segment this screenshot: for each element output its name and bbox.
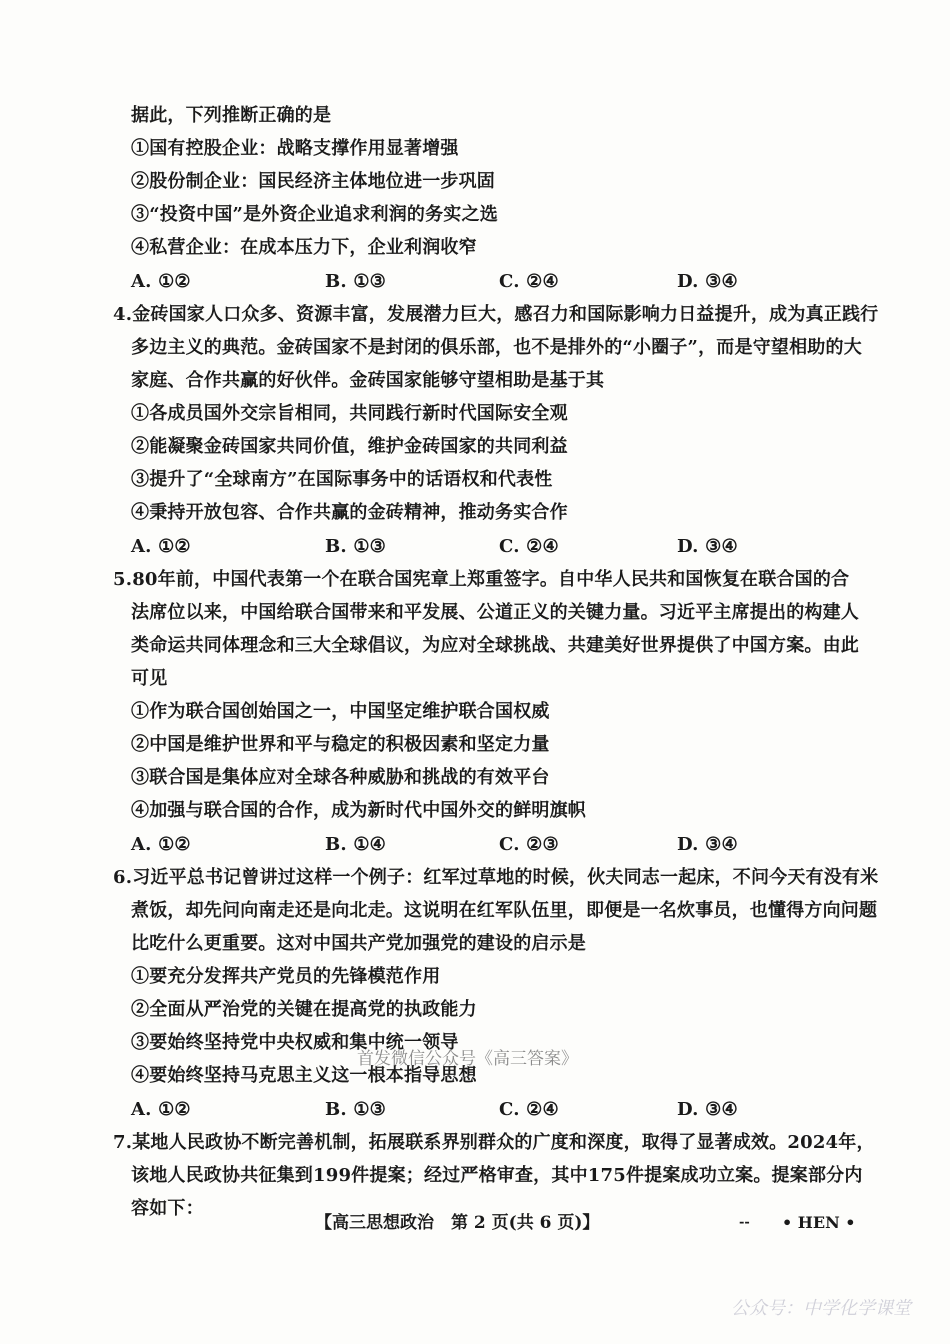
q5-item-1: ①作为联合国创始国之一，中国坚定维护联合国权威 — [131, 701, 550, 722]
q3-stem-end: 据此，下列推断正确的是 — [131, 105, 332, 126]
q3-option-b[interactable]: B. ①③ — [325, 271, 387, 292]
q4-stem-line-1: 4.金砖国家人口众多、资源丰富，发展潜力巨大，感召力和国际影响力日益提升，成为真正践行 — [113, 304, 879, 325]
page-footer-title: 【高三思想政治 第 2 页(共 6 页)】 — [315, 1213, 600, 1233]
q3-item-1: ①国有控股企业：战略支撑作用显著增强 — [131, 138, 459, 159]
q3-option-c[interactable]: C. ②④ — [499, 271, 559, 292]
q4-item-4: ④秉持开放包容、合作共赢的金砖精神，推动务实合作 — [131, 502, 568, 523]
q5-option-d[interactable]: D. ③④ — [677, 834, 738, 855]
q4-item-2: ②能凝聚金砖国家共同价值，维护金砖国家的共同利益 — [131, 436, 568, 457]
q6-item-3: ③要始终坚持党中央权威和集中统一领导 — [131, 1032, 459, 1053]
q6-item-1: ①要充分发挥共产党员的先锋模范作用 — [131, 966, 441, 987]
q5-stem-line-2: 法席位以来，中国给联合国带来和平发展、公道正义的关键力量。习近平主席提出的构建人 — [131, 602, 859, 623]
q4-item-3: ③提升了“全球南方”在国际事务中的话语权和代表性 — [131, 469, 553, 490]
q6-option-d[interactable]: D. ③④ — [677, 1099, 738, 1120]
q5-stem-line-1: 5.80年前，中国代表第一个在联合国宪章上郑重签字。自中华人民共和国恢复在联合国的合 — [113, 569, 850, 590]
q6-option-c[interactable]: C. ②④ — [499, 1099, 559, 1120]
q3-item-2: ②股份制企业：国民经济主体地位进一步巩固 — [131, 171, 495, 192]
q5-option-c[interactable]: C. ②③ — [499, 834, 559, 855]
q5-item-4: ④加强与联合国的合作，成为新时代中国外交的鲜明旗帜 — [131, 800, 586, 821]
q7-stem-line-1: 7.某地人民政协不断完善机制，拓展联系界别群众的广度和深度，取得了显著成效。2024年， — [113, 1132, 875, 1153]
q6-option-b[interactable]: B. ①③ — [325, 1099, 387, 1120]
q3-item-4: ④私营企业：在成本压力下，企业利润收窄 — [131, 237, 477, 258]
q3-option-d[interactable]: D. ③④ — [677, 271, 738, 292]
corner-watermark: 公众号：中学化学课堂 — [731, 1298, 911, 1319]
q6-item-4: ④要始终坚持马克思主义这一根本指导思想 — [131, 1065, 477, 1086]
footer-code: • HEN • — [782, 1213, 856, 1232]
q6-option-a[interactable]: A. ①② — [131, 1099, 191, 1120]
q4-option-c[interactable]: C. ②④ — [499, 536, 559, 557]
q6-item-2: ②全面从严治党的关键在提高党的执政能力 — [131, 999, 477, 1020]
q3-option-a[interactable]: A. ①② — [131, 271, 191, 292]
q7-stem-line-2: 该地人民政协共征集到199件提案；经过严格审查，其中175件提案成功立案。提案部分内 — [131, 1165, 863, 1186]
q6-stem-line-3: 比吃什么更重要。这对中国共产党加强党的建设的启示是 — [131, 933, 586, 954]
q4-option-b[interactable]: B. ①③ — [325, 536, 387, 557]
q4-option-a[interactable]: A. ①② — [131, 536, 191, 557]
q7-stem-line-3: 容如下： — [131, 1198, 204, 1219]
q6-stem-line-2: 煮饭，却先问向南走还是向北走。这说明在红军队伍里，即便是一名炊事员，也懂得方向问题 — [131, 900, 878, 921]
q4-item-1: ①各成员国外交宗旨相同，共同践行新时代国际安全观 — [131, 403, 568, 424]
footer-dash-mark: -- — [739, 1215, 750, 1230]
q4-option-d[interactable]: D. ③④ — [677, 536, 738, 557]
q6-stem-line-1: 6.习近平总书记曾讲过这样一个例子：红军过草地的时候，伙夫同志一起床，不问今天有没有米 — [113, 867, 879, 888]
watermark-text: 首发微信公众号《高三答案》 — [357, 1049, 578, 1069]
q4-stem-line-2: 多边主义的典范。金砖国家不是封闭的俱乐部，也不是排外的“小圈子”，而是守望相助的大 — [131, 337, 862, 358]
q4-stem-line-3: 家庭、合作共赢的好伙伴。金砖国家能够守望相助是基于其 — [131, 370, 605, 391]
q5-stem-line-3: 类命运共同体理念和三大全球倡议，为应对全球挑战、共建美好世界提供了中国方案。由此 — [131, 635, 859, 656]
q5-option-b[interactable]: B. ①④ — [325, 834, 387, 855]
q5-item-3: ③联合国是集体应对全球各种威胁和挑战的有效平台 — [131, 767, 550, 788]
q5-option-a[interactable]: A. ①② — [131, 834, 191, 855]
q5-stem-line-4: 可见 — [131, 668, 168, 689]
q3-item-3: ③“投资中国”是外资企业追求利润的务实之选 — [131, 204, 498, 225]
q5-item-2: ②中国是维护世界和平与稳定的积极因素和坚定力量 — [131, 734, 550, 755]
